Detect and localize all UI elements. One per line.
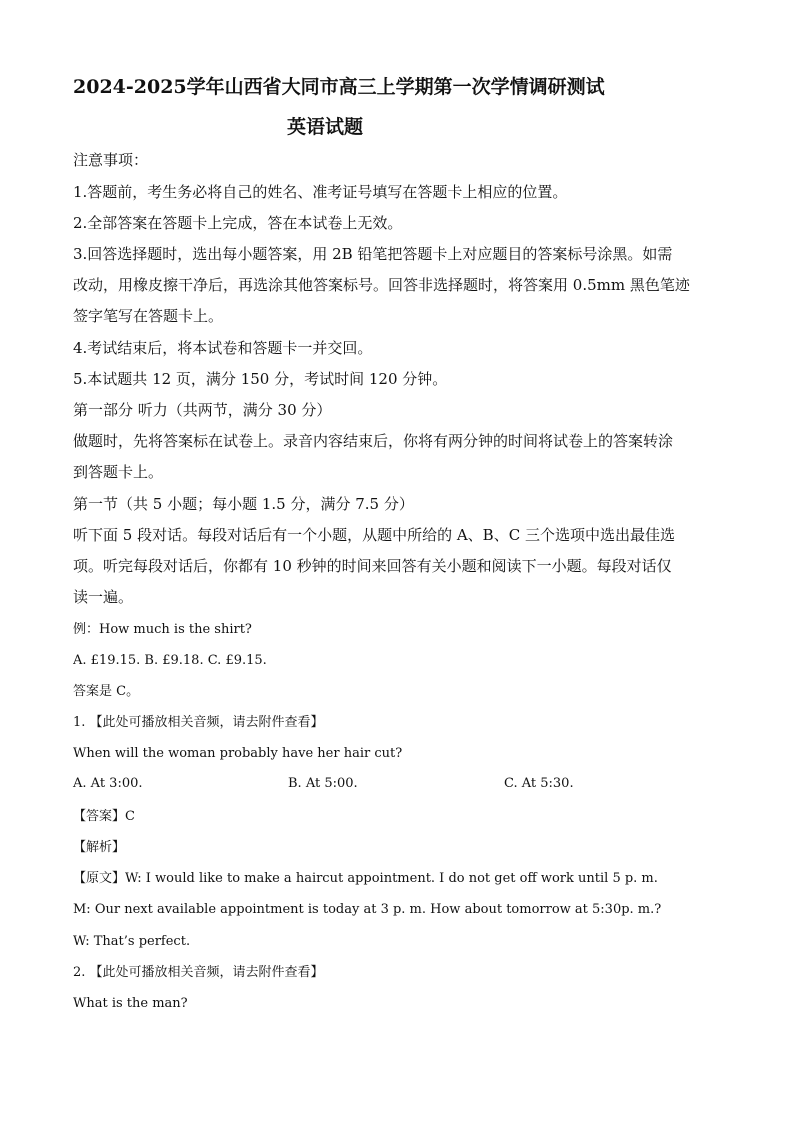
page-title: 2024-2025学年山西省大同市高三上学期第一次学情调研测试 bbox=[73, 76, 605, 98]
part-instruction: 到答题卡上。 bbox=[73, 463, 164, 481]
transcript-line: 【原文】W: I would like to make a haircut appointment. I do not get off work until 5 p. m. bbox=[73, 871, 658, 886]
notice-item: 1.答题前，考生务必将自己的姓名、准考证号填写在答题卡上相应的位置。 bbox=[73, 183, 568, 201]
section-instruction: 项。听完每段对话后，你都有 10 秒钟的时间来回答有关小题和阅读下一小题。每段对话仅 bbox=[73, 557, 672, 575]
answer-label: 【答案】C bbox=[73, 809, 135, 824]
option-b: B. At 5:00. bbox=[288, 776, 358, 791]
option-a: A. At 3:00. bbox=[73, 776, 143, 791]
question-text: What is the man? bbox=[73, 996, 188, 1011]
notice-item: 改动，用橡皮擦干净后，再选涂其他答案标号。回答非选择题时，将答案用 0.5mm 黑色笔迹 bbox=[73, 276, 690, 294]
notice-item: 签字笔写在答题卡上。 bbox=[73, 307, 224, 325]
notice-item: 3.回答选择题时，选出每小题答案，用 2B 铅笔把答题卡上对应题目的答案标号涂黑。如需 bbox=[73, 245, 673, 263]
example-options: A. £19.15. B. £9.18. C. £9.15. bbox=[73, 653, 267, 668]
example-question: 例：How much is the shirt? bbox=[73, 622, 252, 637]
notice-item: 5.本试题共 12 页，满分 150 分，考试时间 120 分钟。 bbox=[73, 370, 448, 388]
option-c: C. At 5:30. bbox=[504, 776, 574, 791]
example-answer: 答案是 C。 bbox=[73, 684, 140, 699]
transcript-line: W: That’s perfect. bbox=[73, 934, 191, 949]
section-heading: 第一节（共 5 小题；每小题 1.5 分，满分 7.5 分） bbox=[73, 495, 414, 513]
notice-heading: 注意事项： bbox=[73, 151, 149, 169]
section-instruction: 听下面 5 段对话。每段对话后有一个小题，从题中所给的 A、B、C 三个选项中选出最佳选 bbox=[73, 526, 675, 544]
notice-item: 4.考试结束后，将本试卷和答题卡一并交回。 bbox=[73, 339, 373, 357]
transcript-line: M: Our next available appointment is today at 3 p. m. How about tomorrow at 5:30p. m.? bbox=[73, 902, 662, 917]
analysis-label: 【解析】 bbox=[73, 840, 126, 855]
question-stem: 1. 【此处可播放相关音频，请去附件查看】 bbox=[73, 715, 324, 730]
page-subtitle: 英语试题 bbox=[287, 116, 364, 138]
notice-item: 2.全部答案在答题卡上完成，答在本试卷上无效。 bbox=[73, 214, 403, 232]
section-instruction: 读一遍。 bbox=[73, 588, 134, 606]
question-stem: 2. 【此处可播放相关音频，请去附件查看】 bbox=[73, 965, 324, 980]
part-heading: 第一部分 听力（共两节，满分 30 分） bbox=[73, 401, 332, 419]
part-instruction: 做题时，先将答案标在试卷上。录音内容结束后，你将有两分钟的时间将试卷上的答案转涂 bbox=[73, 432, 674, 450]
question-text: When will the woman probably have her hair cut? bbox=[73, 746, 403, 761]
